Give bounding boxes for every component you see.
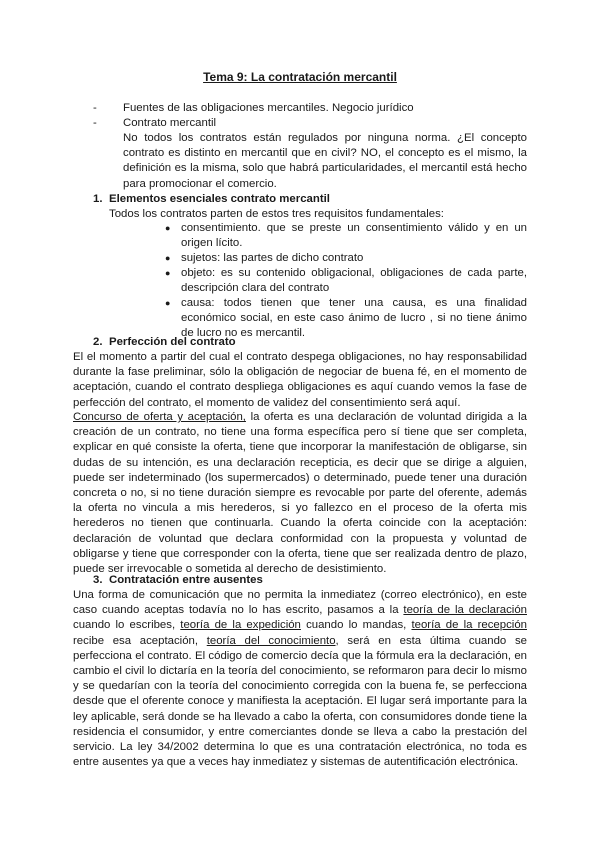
section-heading: Contratación entre ausentes bbox=[109, 574, 263, 586]
list-item: consentimiento. que se preste un consentimiento válido y en un origen lícito. bbox=[181, 222, 527, 250]
list-item: sujetos: las partes de dicho contrato bbox=[181, 252, 364, 264]
intro-item: Fuentes de las obligaciones mercantiles. Negocio jurídico bbox=[123, 102, 414, 114]
underlined-term: teoría del conocimiento bbox=[206, 634, 336, 647]
page-title: Tema 9: La contratación mercantil bbox=[203, 70, 397, 84]
section-heading: Elementos esenciales contrato mercantil bbox=[109, 193, 330, 205]
intro-paragraph: No todos los contratos están regulados por ninguna norma. ¿El concepto contrato es distinto en mercantil que en civil? NO, el concepto es el mismo, la definición es la misma, solo que habrá particularidades, el mercantil está hecho para promocionar el comercio. bbox=[123, 132, 527, 190]
section-paragraph: Una forma de comunicación que no permita la inmediatez (correo electrónico), en este caso cuando aceptas todavía no lo has escrito, pasamos a la teoría de la declaración cuando lo escribes, teoría de la expedición cuando lo mandas, teoría de la recepción recibe esa aceptación, teoría del conocimiento, será en esta última cuando se perfecciona el contrato. El código de comercio decía que la fórmula era la declaración, en cambio el civil lo dictaría en la teoría del conocimiento, se reformaron para decir lo mismo y se quedarían con la teoría del conocimiento corregida con la buena fe, se perfecciona desde que el oferente conoce y manifiesta la aceptación. El lugar será importante para la ley aplicable, será donde se ha llevado a cabo la oferta, con consumidores donde tiene la residencia el consumidor, y entre comerciantes donde se lleva a cabo la prestación del servicio. La ley 34/2002 determina lo que es una contratación electrónica, no toda es entre ausentes ya que a veces hay inmediatez y sistemas de autentificación electrónica. bbox=[73, 589, 527, 769]
underlined-term: teoría de la expedición bbox=[180, 619, 301, 632]
bullet-icon: ● bbox=[165, 253, 171, 263]
bullet-icon: ● bbox=[165, 298, 171, 308]
dash-marker: - bbox=[93, 102, 97, 114]
intro-item: Contrato mercantil bbox=[123, 117, 217, 129]
section-heading: Perfección del contrato bbox=[109, 336, 236, 348]
section-paragraph: Concurso de oferta y aceptación, la oferta es una declaración de voluntad dirigida a la creación de un contrato, no tiene una forma específica pero sí tiene que ser completa, explicar en qué consiste la oferta, tiene que incorporar la manifestación de obligarse, sin dudas de su intención, es una declaración recepticia, es decir que se dirige a alguien, puede ser indeterminado (los supermercados) o determinado, puede tener una duración concreta o no, si no tiene duración siempre es revocable por parte del oferente, además la oferta no vincula a mis herederos, si yo fallezco en el proceso de la oferta mis herederos no tienen que continuarla. Cuando la oferta coincide con la aceptación: declaración de voluntad que declara conformidad con la propuesta y voluntad de obligarse y tiene que corresponder con la oferta, tiene que ser realizada dentro de plazo, puede ser irrevocable o sometida al derecho de desistimiento. bbox=[73, 411, 527, 576]
bullet-icon: ● bbox=[165, 223, 171, 233]
section-number: 3. bbox=[93, 574, 103, 586]
underlined-term: Concurso de oferta y aceptación, bbox=[73, 411, 246, 423]
dash-marker: - bbox=[93, 117, 97, 129]
list-item: objeto: es su contenido obligacional, obligaciones de cada parte, descripción clara del contrato bbox=[181, 267, 527, 295]
section-paragraph: El el momento a partir del cual el contrato despega obligaciones, no hay responsabilidad durante la fase preliminar, sólo la obligación de negociar de buena fé, en el momento de aceptación, cuando el contrato despliega obligaciones es aquí cuando vemos la fase de perfección del contrato, el momento de validez del consentimiento será aquí. bbox=[73, 351, 527, 409]
underlined-term: teoría de la recepción bbox=[411, 619, 527, 632]
underlined-term: teoría de la declaración bbox=[403, 604, 527, 617]
list-item: causa: todos tienen que tener una causa, es una finalidad económico social, en este caso ánimo de lucro , si no tiene ánimo de lucro no es mercantil. bbox=[181, 297, 527, 340]
section-lead: Todos los contratos parten de estos tres requisitos fundamentales: bbox=[109, 208, 444, 220]
section-number: 2. bbox=[93, 336, 103, 348]
section-number: 1. bbox=[93, 193, 103, 205]
bullet-icon: ● bbox=[165, 268, 171, 278]
